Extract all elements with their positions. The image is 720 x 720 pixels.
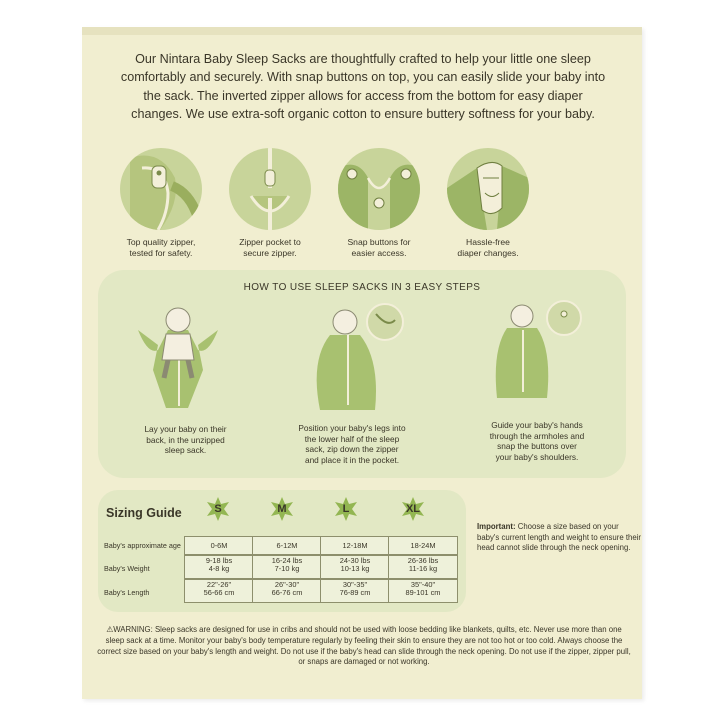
feature-zipper-pocket <box>215 148 325 259</box>
diaper-change-icon <box>447 148 529 230</box>
size-label: XL <box>405 503 421 515</box>
step-caption-line: your baby's shoulders. <box>495 451 579 462</box>
feature-caption-line2: diaper changes. <box>457 248 519 258</box>
step-3-caption <box>478 420 596 462</box>
step-3-illustration <box>482 300 632 405</box>
cell-line: 26"-30" <box>274 580 300 589</box>
step-caption-line: the lower half of the sleep <box>304 433 400 444</box>
cell-line: 89-101 cm <box>405 588 441 598</box>
cell-line: 24-30 lbs <box>339 556 371 565</box>
size-badge-m <box>247 496 317 522</box>
size-label: L <box>342 503 350 515</box>
box-top-flap <box>82 27 642 35</box>
step-caption-line: back, in the unzipped <box>146 434 225 445</box>
size-badge-xl <box>378 496 448 522</box>
cell-line: 66-76 cm <box>271 588 303 598</box>
steps-title: HOW TO USE SLEEP SACKS IN 3 EASY STEPS <box>243 282 481 293</box>
step-caption-line: Position your baby's legs into <box>298 423 406 433</box>
cell-line: 7-10 kg <box>274 564 300 574</box>
row-label-weight: Baby's Weight <box>104 564 150 573</box>
table-cell: 18-24M <box>388 536 458 555</box>
step-1-illustration <box>128 300 278 417</box>
step-caption-line: sack, zip down the zipper <box>305 444 399 455</box>
row-label-age: Baby's approximate age <box>104 541 181 550</box>
zipper-pocket-icon <box>229 148 311 230</box>
zipper-closeup-icon <box>120 148 202 230</box>
cell-line: 35"-40" <box>410 580 436 589</box>
important-note <box>477 522 642 554</box>
step-caption-line: sleep sack. <box>164 445 207 456</box>
step-caption-line: snap the buttons over <box>497 441 577 452</box>
cell-line: 76-89 cm <box>339 588 371 598</box>
size-label: S <box>214 503 222 515</box>
step-2-illustration <box>300 300 450 420</box>
table-cell <box>252 579 322 603</box>
feature-caption-line1: Snap buttons for <box>347 237 411 247</box>
feature-caption-line2: easier access. <box>351 248 407 258</box>
step-caption-line: Lay your baby on their <box>144 424 227 434</box>
table-cell: 12-18M <box>320 536 390 555</box>
baby-illustration <box>128 300 238 412</box>
step-caption-line: Guide your baby's hands <box>491 420 583 430</box>
flower-badge-icon <box>333 496 359 522</box>
table-cell: 0-6M <box>184 536 254 555</box>
cell-line: 26-36 lbs <box>407 556 439 565</box>
step-2-caption <box>292 423 412 465</box>
table-cell <box>320 579 390 603</box>
cell-line: 10-13 kg <box>340 564 370 574</box>
cell-line: 56-66 cm <box>203 588 235 598</box>
size-badge-l <box>311 496 381 522</box>
important-label: Important: <box>477 522 516 531</box>
important-text: Choose a size based on your baby's current length and weight to ensure their head cannot slide through the neck opening. <box>477 522 642 553</box>
table-cell <box>184 579 254 603</box>
flower-badge-icon <box>400 496 426 522</box>
table-cell <box>252 555 322 579</box>
size-label: M <box>277 503 287 515</box>
cell-line: 16-24 lbs <box>271 556 303 565</box>
cell-line: 22"-26" <box>206 580 232 589</box>
feature-caption-line2: secure zipper. <box>243 248 297 258</box>
feature-caption-line2: tested for safety. <box>129 248 193 258</box>
table-cell: 6-12M <box>252 536 322 555</box>
row-label-length: Baby's Length <box>104 588 150 597</box>
feature-caption-line1: Hassle-free <box>466 237 510 247</box>
intro-paragraph: Our Nintara Baby Sleep Sacks are thoughtfully crafted to help your little one sleep comfortably and securely. With snap buttons on top, you can easily slide your baby into the sack. The inverted zipper allows for access from the bottom for easy diaper changes. We use extra-soft organic cotton to ensure buttery softness for your baby. <box>120 52 606 122</box>
cell-line: 9-18 lbs <box>205 556 233 565</box>
snap-buttons-icon <box>338 148 420 230</box>
table-cell <box>388 555 458 579</box>
size-badge-s <box>183 496 253 522</box>
table-cell <box>388 579 458 603</box>
cell-line: 4-8 kg <box>208 564 230 574</box>
feature-caption-line1: Zipper pocket to <box>239 237 301 247</box>
flower-badge-icon <box>269 496 295 522</box>
warning-text: ⚠WARNING: Sleep sacks are designed for use in cribs and should not be used with loose bedding like blankets, quilts, etc. Never use more than one sleep sack at a time. Monitor your baby's body temperature regularly by feeling their skin to ensure they are not too hot or too cold. Always choose the correct size based on your baby's length and weight. Do not use if the baby's head can slide through the neck opening. Do not use if the zipper, zipper pull, or snaps are damaged or not working. <box>97 625 631 667</box>
feature-caption-line1: Top quality zipper, <box>126 237 196 247</box>
step-1-caption <box>128 424 243 456</box>
feature-diaper-changes <box>433 148 543 259</box>
flower-badge-icon <box>205 496 231 522</box>
sizing-guide-title: Sizing Guide <box>106 506 182 520</box>
step-caption-line: through the armholes and <box>489 430 585 441</box>
cell-line: 30"-35" <box>342 580 368 589</box>
table-cell <box>184 555 254 579</box>
feature-zipper <box>106 148 216 259</box>
table-cell <box>320 555 390 579</box>
step-caption-line: and place it in the pocket. <box>304 454 400 465</box>
feature-snap-buttons <box>324 148 434 259</box>
cell-line: 11-16 kg <box>408 564 438 574</box>
